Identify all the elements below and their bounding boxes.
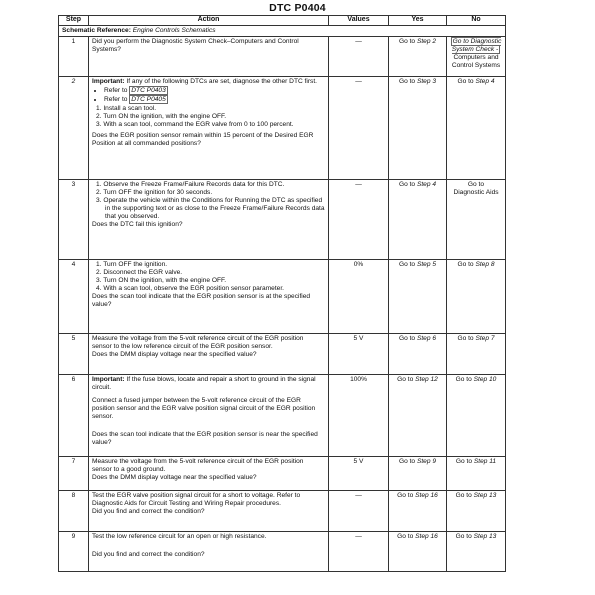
go-to-step-link[interactable]: Step 6 xyxy=(416,335,437,343)
refer-list xyxy=(92,87,325,104)
question-text: Does the DMM display voltage near the specified value? xyxy=(92,474,257,482)
go-to-step-link[interactable]: Step 9 xyxy=(416,458,437,466)
instruction-text: Test the EGR valve position signal circuit for a short to voltage. Refer to Diagnostic Aids for Circuit Testing and Wiring Repair procedures. xyxy=(92,492,301,508)
action-cell: Important: If the fuse blows, locate and repair a short to ground in the signal circuit. Connect a fused jumper between the 5-volt reference circuit of the EGR position sensor and the EGR valve position signal circuit of the EGR position sensor. Does the scan tool indicate that the EGR position sensor is near the specified value? xyxy=(89,375,329,457)
value-cell: 5 V xyxy=(329,334,389,375)
no-cell: Go to Step 7 xyxy=(447,334,506,375)
list-item: 1. Observe the Freeze Frame/Failure Records data for this DTC. xyxy=(96,181,285,189)
value-cell: 0% xyxy=(329,260,389,334)
no-cell: Go to Step 11 xyxy=(447,457,506,491)
diagnostic-system-check-link[interactable]: Go to Diagnostic System Check - xyxy=(451,38,502,54)
go-to-step-link[interactable]: Step 13 xyxy=(473,492,497,500)
action-cell xyxy=(89,457,329,491)
yes-cell: Go to Step 4 xyxy=(389,180,447,260)
go-to-step-link[interactable]: Step 13 xyxy=(473,533,497,541)
no-cell: Go to Step 8 xyxy=(447,260,506,334)
table-row xyxy=(59,532,506,572)
step-number: 2 xyxy=(59,77,89,180)
procedure-list xyxy=(92,105,325,129)
table-row xyxy=(59,260,506,334)
schematic-link[interactable]: Engine Controls Schematics xyxy=(132,27,216,34)
no-cell: Go to Diagnostic System Check - Computers and Control Systems xyxy=(447,37,506,77)
no-cell: Go to Step 13 xyxy=(447,532,506,572)
question-text: Does the DTC fail this ignition? xyxy=(92,221,183,229)
diagnostic-table xyxy=(58,15,506,572)
instruction-text: Connect a fused jumper between the 5-volt reference circuit of the EGR position sensor and the EGR valve position signal circuit of the EGR position sensor. xyxy=(92,397,316,421)
schematic-reference-row xyxy=(59,26,506,37)
action-cell xyxy=(89,260,329,334)
page-title: DTC P0404 xyxy=(269,2,326,14)
yes-cell: Go to Step 6 xyxy=(389,334,447,375)
step-number: 4 xyxy=(59,260,89,334)
dtc-p0405-link[interactable]: DTC P0405 xyxy=(131,96,166,104)
col-action: Action xyxy=(89,16,329,26)
col-values: Values xyxy=(329,16,389,26)
question-text: Did you perform the Diagnostic System Check–Computers and Control Systems? xyxy=(92,38,299,54)
schematic-reference: Schematic Reference: Engine Controls Schematics xyxy=(59,26,506,37)
yes-cell: Go to Step 5 xyxy=(389,260,447,334)
value-cell: 100% xyxy=(329,375,389,457)
yes-cell: Go to Step 3 xyxy=(389,77,447,180)
step-number: 7 xyxy=(59,457,89,491)
yes-cell: Go to Step 16 xyxy=(389,491,447,532)
value-cell: — xyxy=(329,180,389,260)
go-to-step-link[interactable]: Step 12 xyxy=(415,376,438,384)
value-cell: — xyxy=(329,532,389,572)
col-no: No xyxy=(447,16,506,26)
value-cell: — xyxy=(329,37,389,77)
step-number: 9 xyxy=(59,532,89,572)
question-text: Does the DMM display voltage near the specified value? xyxy=(92,351,257,359)
instruction-text: Measure the voltage from the 5-volt reference circuit of the EGR position sensor to a good ground. xyxy=(92,458,304,474)
yes-cell: Go to Step 9 xyxy=(389,457,447,491)
no-cell: Go to Step 13 xyxy=(447,491,506,532)
go-to-step-link[interactable]: Step 16 xyxy=(415,533,438,541)
step-number: 6 xyxy=(59,375,89,457)
go-to-step-link[interactable]: Step 11 xyxy=(473,458,497,466)
action-cell xyxy=(89,180,329,260)
action-cell xyxy=(89,37,329,77)
procedure-list xyxy=(92,181,325,221)
col-step: Step xyxy=(59,16,89,26)
list-item: 3. Operate the vehicle within the Conditions for Running the DTC as specified in the supporting text or as close to the Freeze Frame/Failure Records data that you observed. xyxy=(96,197,325,221)
list-item: 2. Turn OFF the ignition for 30 seconds. xyxy=(96,189,213,197)
list-item: • Refer to DTC P0403 xyxy=(104,87,325,95)
dtc-p0403-link[interactable]: DTC P0403 xyxy=(131,87,166,95)
list-item: 4. With a scan tool, observe the EGR position sensor parameter. xyxy=(96,285,285,293)
question-text: Does the scan tool indicate that the EGR position sensor is at the specified value? xyxy=(92,293,311,309)
table-row xyxy=(59,334,506,375)
important-label: Important: xyxy=(92,376,125,384)
question-text: Does the EGR position sensor remain within 15 percent of the Desired EGR Position at all commanded positions? xyxy=(92,132,314,148)
action-cell xyxy=(89,532,329,572)
no-cell: Go to Diagnostic Aids xyxy=(447,180,506,260)
instruction-text: Test the low reference circuit for an open or high resistance. xyxy=(92,533,267,541)
go-to-step-link[interactable]: Step 7 xyxy=(475,335,495,343)
header-row xyxy=(59,16,506,26)
list-item: 3. Turn ON the ignition, with the engine OFF. xyxy=(96,277,227,285)
go-to-step-link[interactable]: Step 4 xyxy=(475,78,495,86)
value-cell: 5 V xyxy=(329,457,389,491)
go-to-step-link[interactable]: Step 8 xyxy=(475,261,495,269)
question-text: Did you find and correct the condition? xyxy=(92,551,205,559)
yes-cell: Go to Step 16 xyxy=(389,532,447,572)
go-to-step-link[interactable]: Step 10 xyxy=(473,376,497,384)
procedure-list xyxy=(92,261,325,293)
table-row xyxy=(59,491,506,532)
list-item: 3. With a scan tool, command the EGR valve from 0 to 100 percent. xyxy=(96,121,294,129)
list-item: • Refer to DTC P0405 xyxy=(104,96,325,104)
question-text: Does the scan tool indicate that the EGR position sensor is near the specified value? xyxy=(92,431,318,447)
list-item: 2. Disconnect the EGR valve. xyxy=(96,269,183,277)
no-cell: Go to Step 4 xyxy=(447,77,506,180)
step-number: 5 xyxy=(59,334,89,375)
table-row xyxy=(59,37,506,77)
list-item: 2. Turn ON the ignition, with the engine OFF. xyxy=(96,113,227,121)
yes-cell: Go to Step 12 xyxy=(389,375,447,457)
step-number: 1 xyxy=(59,37,89,77)
list-item: 1. Install a scan tool. xyxy=(96,105,157,113)
list-item: 1. Turn OFF the ignition. xyxy=(96,261,168,269)
table-row xyxy=(59,457,506,491)
action-cell xyxy=(89,334,329,375)
go-to-step-link[interactable]: Step 2 xyxy=(416,38,437,46)
go-to-step-link[interactable]: Step 4 xyxy=(416,181,437,189)
go-to-step-link[interactable]: Step 16 xyxy=(415,492,438,500)
value-cell: — xyxy=(329,491,389,532)
yes-cell: Go to Step 2 xyxy=(389,37,447,77)
value-cell: — xyxy=(329,77,389,180)
col-yes: Yes xyxy=(389,16,447,26)
go-to-step-link[interactable]: Step 3 xyxy=(416,78,437,86)
diagnostic-aids-link[interactable]: Diagnostic Aids xyxy=(453,189,499,197)
table-row xyxy=(59,180,506,260)
important-label: Important: xyxy=(92,78,125,86)
table-row xyxy=(59,77,506,180)
table-row xyxy=(59,375,506,457)
go-to-step-link[interactable]: Step 5 xyxy=(416,261,437,269)
no-cell: Go to Step 10 xyxy=(447,375,506,457)
action-cell: Important: If any of the following DTCs are set, diagnose the other DTC first. • Refer to DTC P0403 • Refer to DTC P0405 1. Install a scan tool. 2. Turn ON the ignition, with the engine OFF. 3. With a scan tool, command the EGR valve from 0 to 100 percent. Does the EGR position sensor remain within 15 percent of the Desired EGR Position at all commanded positions? xyxy=(89,77,329,180)
step-number: 3 xyxy=(59,180,89,260)
action-cell xyxy=(89,491,329,532)
question-text: Did you find and correct the condition? xyxy=(92,508,205,516)
step-number: 8 xyxy=(59,491,89,532)
instruction-text: Measure the voltage from the 5-volt reference circuit of the EGR position sensor to the low reference circuit of the EGR position sensor. xyxy=(92,335,304,351)
